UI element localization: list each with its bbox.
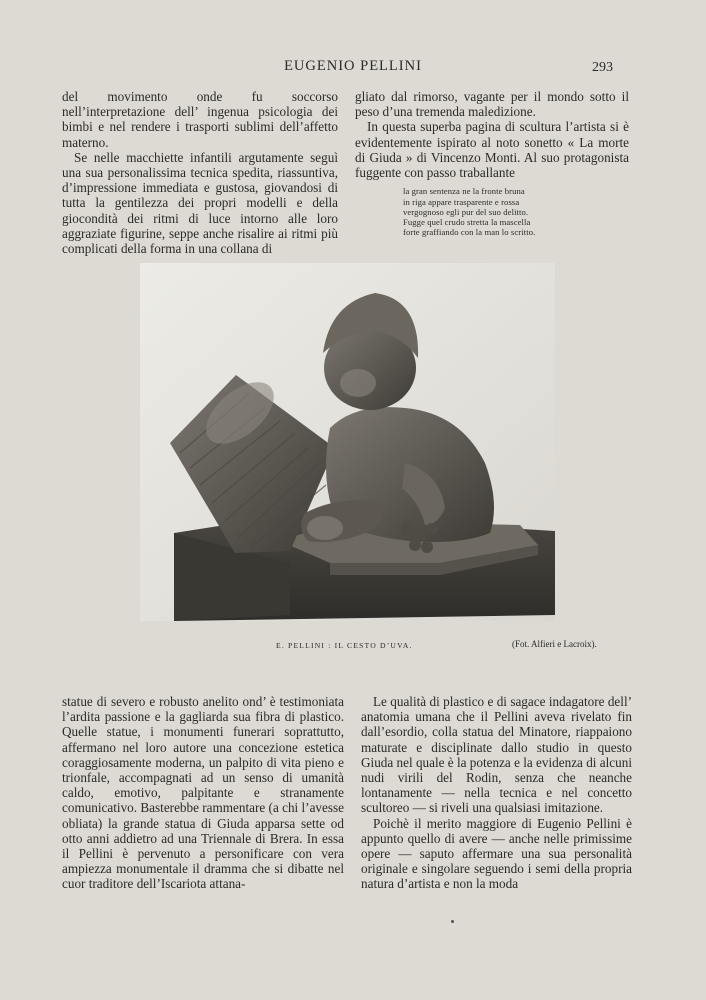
text-column-bottom-right	[361, 694, 632, 892]
paragraph: Se nelle macchiette infantili argutamente seguì una sua personalissima tecnica spedita, riassuntiva, d’impressione immediata e gustosa, giovandosi di tutta la gentilezza dei propri modelli e della giocondità dei ritmi di luce intorno alle loro aggraziate figurine, seppe anche risalire ai ritmi più complicati della forma in una collana di	[62, 149, 338, 257]
photo-credit: (Fot. Alfieri e Lacroix).	[512, 639, 597, 649]
paragraph: In questa superba pagina di scultura l’artista si è evidentemente ispirato al noto sonetto « La morte di Giuda » di Vincenzo Monti. Al suo protagonista fuggente con passo traballante	[355, 119, 629, 181]
paragraph: gliato dal rimorso, vagante per il mondo sotto il peso d’una tremenda maledizione.	[355, 89, 629, 120]
verse-line: Fugge quel crudo stretta la mascella	[403, 217, 531, 228]
sculpture-photograph	[140, 263, 555, 621]
verse-line: vergognoso egli pur del suo delitto.	[403, 206, 529, 217]
verse-quote	[403, 186, 629, 237]
text-column-bottom-left	[62, 694, 344, 892]
paragraph: statue di severo e robusto anelito ond’ è testimoniata l’ardita passione e la gagliarda sua fibra di plastico. Quelle statue, i monumenti funerari soprattutto, affermano nel loro autore una concezione estetica coraggiosamente moderna, un palpito di vita pieno e trionfale, accompagnati ad un senso di umanità caldo, emotivo, palpitante e stranamente comunicativo. Basterebbe rammentare (a chi l’avesse obliata) la grande statua di Giuda apparsa sette od otto anni addietro ad una Triennale di Brera. In essa il Pellini è pervenuto a personificare con vera ampiezza monumentale il dramma che si dibatte nel cuor traditore dell’Iscariota attana-	[62, 694, 344, 892]
page-number: 293	[592, 60, 613, 75]
verse-line: forte graffiando con la man lo scritto.	[403, 227, 536, 238]
text-column-top-left	[62, 89, 338, 256]
running-head: EUGENIO PELLINI	[284, 58, 422, 74]
verse-line: in riga appare trasparente e rossa	[403, 196, 520, 207]
paragraph: Le qualità di plastico e di sagace indagatore dell’ anatomia umana che il Pellini aveva rivelato fin dall’esordio, colla statua del Minatore, riappaiono maturate e disciplinate dallo studio in questo Giuda nel quale è la potenza e la evidenza di alcuni nudi virili del Rodin, senza che neanche lontanamente — nella tecnica e nel concetto scultoreo — si riveli una qualsiasi imitazione.	[361, 694, 632, 816]
figure-caption: E. PELLINI : IL CESTO D’UVA.	[276, 641, 413, 650]
paragraph: del movimento onde fu soccorso nell’interpretazione dell’ ingenua psicologia dei bimbi e nel rendere i trasporti sublimi dell’affetto materno.	[62, 89, 338, 150]
text-column-top-right	[355, 89, 629, 238]
paragraph: Poichè il merito maggiore di Eugenio Pellini è appunto quello di avere — anche nelle primissime opere — saputo affermare una sua personalità originale e singolare seguendo i semi della propria natura d’artista e non la moda	[361, 815, 632, 892]
verse-line: la gran sentenza ne la fronte bruna	[403, 186, 525, 197]
page-mark	[451, 920, 454, 923]
